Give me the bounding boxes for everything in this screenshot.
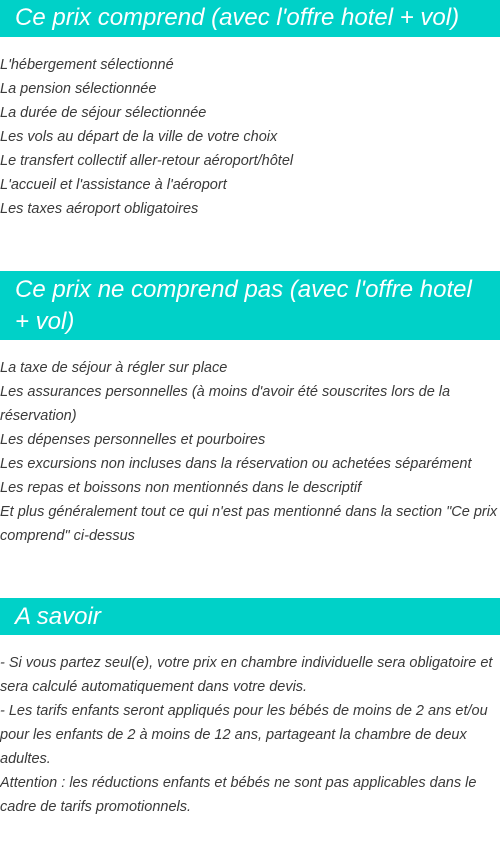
not-included-section-title: Ce prix ne comprend pas (avec l'offre hotel + vol) [0,271,500,340]
list-item: Les assurances personnelles (à moins d'avoir été souscrites lors de la réservation) [0,384,451,424]
list-item: Les dépenses personnelles et pourboires [0,432,266,448]
list-item: L'hébergement sélectionné [0,57,174,73]
included-list [0,53,500,221]
list-item: Les repas et boissons non mentionnés dans le descriptif [0,480,362,496]
list-item: La pension sélectionnée [0,81,157,97]
list-item: Les vols au départ de la ville de votre choix [0,129,278,145]
list-item: Les excursions non incluses dans la réservation ou achetées séparément [0,456,472,472]
good-to-know-section-title: A savoir [0,598,500,635]
list-item: Les taxes aéroport obligatoires [0,201,199,217]
included-section-title: Ce prix comprend (avec l'offre hotel + vol) [0,0,500,37]
list-item: La durée de séjour sélectionnée [0,105,207,121]
list-item: - Si vous partez seul(e), votre prix en chambre individuelle sera obligatoire et sera calculé automatiquement dans votre devis. [0,655,493,695]
good-to-know-list [0,651,500,819]
list-item: Le transfert collectif aller-retour aéroport/hôtel [0,153,294,169]
list-item: Attention : les réductions enfants et bébés ne sont pas applicables dans le cadre de tarifs promotionnels. [0,775,477,815]
list-item: L'accueil et l'assistance à l'aéroport [0,177,227,193]
list-item: La taxe de séjour à régler sur place [0,360,228,376]
list-item: Et plus généralement tout ce qui n'est pas mentionné dans la section "Ce prix comprend" ci-dessus [0,504,498,544]
not-included-list [0,356,500,548]
list-item: - Les tarifs enfants seront appliqués pour les bébés de moins de 2 ans et/ou pour les enfants de 2 à moins de 12 ans, partageant la chambre de deux adultes. [0,703,488,767]
